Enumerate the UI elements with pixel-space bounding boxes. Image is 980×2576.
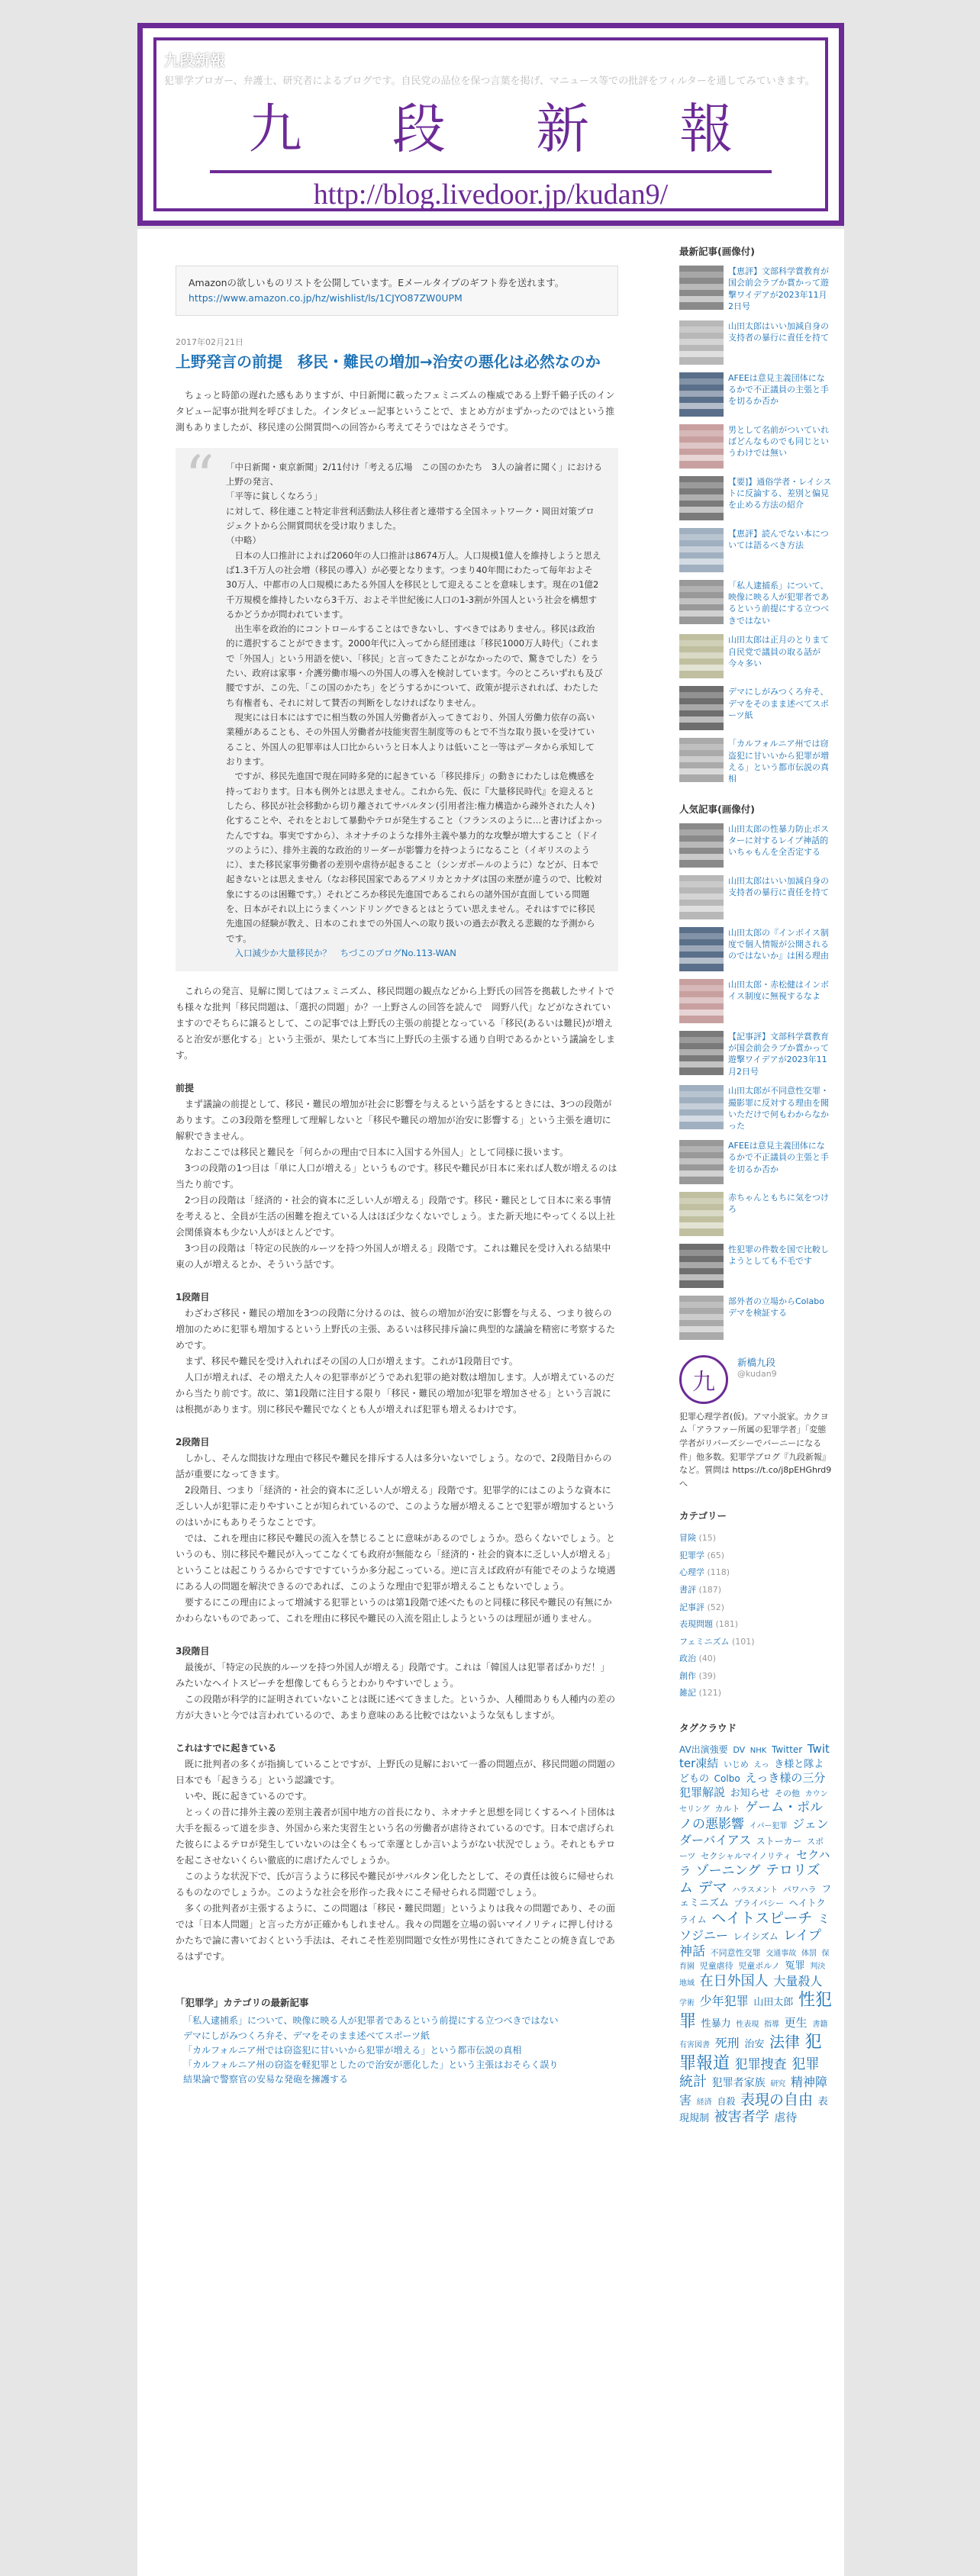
thumbnail-stripe <box>679 1146 724 1152</box>
section-paragraph: しかし、そんな間抜けな理由で移民や難民を排斥する人は多分いないでしょう。なので、2段階目からの話が重要になってきます。 <box>176 1453 612 1480</box>
thumbnail-stripe <box>679 1250 724 1256</box>
tag-link[interactable]: 指導 <box>764 2020 779 2029</box>
tag-link[interactable]: ヘイトスピーチ <box>711 1910 813 1927</box>
category-name: 犯罪学 <box>679 1550 704 1560</box>
categories-heading: カテゴリー <box>679 1510 727 1522</box>
tag-link[interactable]: いじめ <box>723 1759 749 1769</box>
post-thumbnail[interactable] <box>679 1192 724 1236</box>
quote-line: 日本の人口推計によれば2060年の人口推計は8674万人。人口規模1億人を維持しようと思えば1.3千万人の社会増（移民の導入）が必要となります。つまり40年間にわたって毎年およそ30万人、中都市の人口規模にあたる外国人を移民として迎えることを意味します。現在の1億2千万規模を維持したいなら3千万、およそ半世紀後に人口の1-3割が外国人という社会を構想するかどうかが問われています。 <box>226 549 601 620</box>
thumbnail-stripe <box>679 391 724 397</box>
section-paragraph: 2つ目の段階は「経済的・社会的資本に乏しい人が増える」段階です。移民・難民として日本に来る事情を考えると、全員が生活の困難を抱えている人はほぼ少なくないでしょう。また新天地にやってくる以上社会関係資本も少ない人がほとんどです。 <box>176 1195 616 1238</box>
tags-heading: タグクラウド <box>679 1721 737 1734</box>
thumbnail-stripe <box>679 443 724 449</box>
thumbnail-stripe <box>679 744 724 750</box>
category-count: (118) <box>707 1567 730 1578</box>
tag-link[interactable]: お知らせ <box>730 1788 770 1800</box>
sidebar-post-link[interactable]: 山田太郎は正月のとりまて自民党で議員の取る話が今々多い <box>728 635 829 668</box>
quote-line: （中略） <box>226 535 261 546</box>
tag-link[interactable]: 有害図書 <box>679 2041 710 2050</box>
category-link[interactable] <box>679 1599 832 1617</box>
post-thumbnail[interactable] <box>679 875 724 919</box>
tag-link[interactable]: き様と隊よどもの <box>679 1758 824 1785</box>
tag-link[interactable]: スポーツ <box>679 1836 824 1861</box>
thumbnail-stripe <box>679 296 724 302</box>
thumbnail-stripe <box>679 598 724 604</box>
thumbnail-stripe <box>679 665 724 671</box>
section-paragraph: なおここでは移民と難民を「何らかの理由で日本に入国する外国人」として同様に扱います。 <box>185 1147 569 1158</box>
thumbnail-stripe <box>679 1326 724 1332</box>
quote-mark-icon: “ <box>185 442 214 510</box>
tag-link[interactable]: 精神障害 <box>679 2075 827 2107</box>
sidebar-post-item[interactable] <box>679 320 832 365</box>
category-link[interactable] <box>679 1650 832 1668</box>
profile-handle: @kudan9 <box>737 1368 777 1379</box>
category-count: (65) <box>707 1550 725 1560</box>
thumbnail-stripe <box>679 1262 724 1268</box>
tag-link[interactable]: その他 <box>774 1789 800 1799</box>
thumbnail-stripe <box>679 756 724 762</box>
tag-link[interactable]: カルト <box>714 1804 740 1814</box>
sidebar-post-link[interactable]: 【記事評】文部科学賞教育が国会前会ラブか賞かって遊撃ワイデアが2023年11月2日号 <box>728 1031 829 1077</box>
section-paragraph: このような状況下で、氏が言うように移民や難民がサバルタン化したとして、その責任は彼らに帰せられるものなのでしょうか。このような社会を形作った我々にこそ帰せられる問題でしょう。 <box>176 1871 614 1898</box>
related-heading: 「犯罪学」カテゴリの最新記事 <box>176 1997 309 2009</box>
sidebar-post-item[interactable] <box>679 1244 832 1288</box>
sidebar-post-link[interactable]: 山田太郎・赤松健はインボイス制度に無視するなよ <box>728 979 829 1002</box>
section-paragraph: まず議論の前提として、移民・難民の増加が社会に影響を与えるという話をするときには、3つの段階があります。この3段階を整理して理解しないと「移民や難民の増加が治安に影響する」という主張を適切に解釈できません。 <box>176 1099 612 1142</box>
sidebar-post-item[interactable] <box>679 686 832 730</box>
post-thumbnail[interactable] <box>679 580 724 624</box>
tag-link[interactable]: 保育園 <box>679 1950 830 1972</box>
sidebar-post-link[interactable]: 山田太郎はいい加減自身の支持者の暴行に責任を持て <box>728 875 829 898</box>
post-thumbnail[interactable] <box>679 634 724 678</box>
thumbnail-stripe <box>679 1103 724 1109</box>
section-paragraph: いや、既に起きているのです。 <box>185 1791 312 1802</box>
sidebar-post-link[interactable]: 山田太郎はいい加減自身の支持者の暴行に責任を持て <box>728 320 829 343</box>
category-link[interactable] <box>679 1582 832 1599</box>
popular-heading: 人気記事(画像付) <box>679 803 755 815</box>
thumbnail-stripe <box>679 768 724 774</box>
section-paragraph: とっくの昔に排外主義の差別主義者が国中地方の首長になり、ネオナチと思想を同じくするヘイト団体は大手を振るって道を歩き、外国から来た実習生という名の労働者が虐待されているのです。日本で虐げられた彼らによるテロが発生していないのは全くもって幸運としか言いようがない状況でしょう。それともテロを起こさせないくらい徹底的に虐げたんでしょうか。 <box>176 1807 616 1866</box>
site-small-title[interactable]: 九段新報 <box>164 51 225 69</box>
section-paragraph: 最後が、「特定の民族的ルーツを持つ外国人が増える」段階です。これは「韓国人は犯罪者ばかりだ！」みたいなヘイトスピーチを想像してもらうとわかりやすいでしょう。 <box>176 1662 610 1689</box>
thumbnail-stripe <box>679 997 724 1003</box>
thumbnail-stripe <box>679 640 724 646</box>
thumbnail-stripe <box>679 1049 724 1055</box>
post-thumbnail[interactable] <box>679 927 724 971</box>
section-paragraph: 要するにこの理由によって増減する犯罪というのは第1段階で述べたものと同様に移民や難民の有無にかかわらないものであって、これを理由に移民や難民の入流を阻止しようというのは理屈が通りません。 <box>176 1597 612 1624</box>
thumbnail-stripe <box>679 829 724 836</box>
thumbnail-stripe <box>679 1091 724 1097</box>
tag-link[interactable]: ハラスメント <box>732 1886 779 1895</box>
thumbnail-stripe <box>679 507 724 513</box>
post-thumbnail[interactable] <box>679 738 724 782</box>
category-name: 表現問題 <box>679 1619 713 1630</box>
category-name: 記事評 <box>679 1602 704 1612</box>
thumbnail-stripe <box>679 430 724 436</box>
section-paragraph: 既に批判者の多くが指摘していることですが、上野氏の見解において一番の問題点が、移民問題の問題の日本でも「起きうる」という認識です。 <box>176 1759 616 1786</box>
category-count: (181) <box>715 1619 739 1630</box>
sidebar-post-item[interactable] <box>679 424 832 469</box>
sidebar-post-item[interactable] <box>679 875 832 919</box>
tag-link[interactable]: 性表現 <box>736 2020 759 2029</box>
category-count: (15) <box>698 1533 717 1544</box>
blog-header <box>137 23 844 226</box>
tag-link[interactable]: DV <box>733 1744 746 1755</box>
tag-link[interactable]: 判決 <box>810 1963 826 1972</box>
post-thumbnail[interactable] <box>679 1085 724 1129</box>
sidebar-post-item[interactable] <box>679 823 832 868</box>
profile-info <box>737 1355 777 1379</box>
section-heading: 前提 <box>176 1083 195 1094</box>
thumbnail-stripe <box>679 494 724 501</box>
post-date: 2017年02月21日 <box>176 337 243 347</box>
post-sections <box>176 1080 618 1965</box>
tag-link[interactable]: 児童ポルノ <box>738 1961 780 1972</box>
section-heading: これはすでに起きている <box>176 1743 277 1754</box>
tag-link[interactable]: レイプ神話 <box>679 1927 822 1960</box>
tag-link[interactable]: 性暴力 <box>701 2017 731 2030</box>
category-name: 冒険 <box>679 1533 696 1544</box>
tag-link[interactable]: Twitter <box>772 1744 803 1755</box>
tag-link[interactable]: テロリズム <box>679 1862 820 1897</box>
profile-name[interactable]: 新橋九段 <box>737 1356 776 1368</box>
related-post-link[interactable]: 「私人逮捕系」について、映像に映る人が犯罪者であるという前提にする立つべきではない <box>183 2015 559 2027</box>
sidebar-post-item[interactable] <box>679 528 832 572</box>
post-thumbnail[interactable] <box>679 528 724 572</box>
tag-link[interactable]: プライバシー <box>733 1898 785 1908</box>
category-link[interactable] <box>679 1668 832 1686</box>
category-link[interactable] <box>679 1685 832 1702</box>
thumbnail-stripe <box>679 716 724 723</box>
post-thumbnail[interactable] <box>679 979 724 1023</box>
tag-link[interactable]: 児童虐待 <box>699 1961 733 1972</box>
thumbnail-stripe <box>679 1222 724 1228</box>
category-name: フェミニズム <box>679 1636 730 1647</box>
category-list <box>679 1530 832 1702</box>
thumbnail-stripe <box>679 1302 724 1308</box>
tag-link[interactable]: Twitter凍結 <box>679 1741 830 1770</box>
thumbnail-stripe <box>679 1274 724 1280</box>
tag-link[interactable]: ミソジニー <box>679 1911 830 1943</box>
post-thumbnail[interactable] <box>679 266 724 310</box>
tag-link[interactable]: 治安 <box>744 2039 765 2051</box>
tag-link[interactable]: 冤罪 <box>785 1960 805 1972</box>
quote-line: 出生率を政治的にコントロールすることはできないし、すべきではありません。移民は政治的に選択することができます。2000年代に入ってから経団連は「移民1000万人時代」（これまで「外国人」という用語を使い、「移民」と言ってきたことがなかったので、驚きでした）をうたい、政府は家事・介護労働市場への外国人の導入を検討しています。今のところいずれも及び腰ですが、この先、「この国のかたち」をどうするかについて、政策が提示されれば、わたしたち有権者も、それに対して賛否の判断をしなければなりません。 <box>226 623 603 708</box>
tag-link[interactable]: 地域 <box>679 1979 695 1988</box>
profile-bio: 犯罪心理学者(仮)。アマ小説家。カクヨム「アラファー所属の犯罪学者」「変態学者がリバーズシーでバーニーになる件」他多数。犯罪学ブログ『九段新報』など。質問は https://t.co/j8pEHGhrd9へ <box>679 1411 832 1489</box>
thumbnail-stripe <box>679 1170 724 1177</box>
category-link[interactable] <box>679 1616 832 1634</box>
thumbnail-stripe <box>679 455 724 461</box>
sidebar-post-item[interactable] <box>679 580 832 627</box>
thumbnail-stripe <box>679 1210 724 1216</box>
sidebar-post-item[interactable] <box>679 372 832 417</box>
thumbnail-stripe <box>679 704 724 710</box>
thumbnail-stripe <box>679 534 724 540</box>
post-title[interactable]: 上野発言の前提 移民・難民の増加→治安の悪化は必然なのか <box>176 352 601 371</box>
category-name: 雑記 <box>679 1688 696 1699</box>
tag-link[interactable]: えっ <box>753 1760 769 1769</box>
section-heading: 2段階目 <box>176 1437 210 1448</box>
sidebar-post-item[interactable] <box>679 634 832 678</box>
thumbnail-stripe <box>679 378 724 385</box>
thumbnail-stripe <box>679 906 724 912</box>
sidebar-post-item[interactable] <box>679 979 832 1023</box>
site-logo-title[interactable]: 九 段 新 報 <box>248 98 770 160</box>
tag-cloud <box>679 1742 832 2127</box>
tag-link[interactable]: レイシズム <box>733 1930 779 1942</box>
thumbnail-stripe <box>679 339 724 345</box>
section-paragraph: わざわざ移民・難民の増加を3つの段階に分けるのは、彼らの増加が治安に影響を与える、つまり彼らの増加のために犯罪も増加するという上野氏の主張、あるいは移民排斥論に典型的な議論を精密に考察するためです。 <box>176 1308 616 1351</box>
sidebar-post-item[interactable] <box>679 266 832 313</box>
quote-block <box>176 442 618 972</box>
sidebar-post-link[interactable]: 山田太郎の『インボイス制度で個人情報が公開されるのではないか』は困る理由 <box>728 927 829 961</box>
sidebar-post-item[interactable] <box>679 1140 832 1184</box>
quote-line: に対して、移住連こと特定非営利活動法人移住者と連帯する全国ネットワーク・岡田対策プロジェクトから公開質問状を受け取りました。 <box>226 505 595 531</box>
thumbnail-stripe <box>679 1037 724 1043</box>
thumbnail-stripe <box>679 652 724 658</box>
popular-list <box>679 823 832 1340</box>
sidebar-post-link[interactable]: 【恵評】読んでない本については語るべき方法 <box>728 528 829 550</box>
tag-link[interactable]: 犯罪捜査 <box>734 2056 787 2072</box>
quote-line: 現実には日本にはすでに相当数の外国人労働者が入ってきており、外国人労働力依存の高い業種があることも、その外国人労働者が技能実習生制度等のもとで不当な取り扱いを受けていること、外国人の犯罪率は人口比からいうと日本人よりは低いこと一等はデータから承知しております。 <box>226 712 595 767</box>
post-lead: ちょっと時節の遅れた感もありますが、中日新聞に載ったフェミニズムの権威である上野千鶴子氏のインタビュー記事が批判を呼びました。インタビュー記事ということで、まとめ方がまずかったのではという推測もありましたが、移民達の公開質問への回答から考えてそうではなさそうです。 <box>176 389 615 433</box>
sidebar-post-link[interactable]: 性犯罪の件数を国で比較しようとしても不毛です <box>728 1244 829 1267</box>
amazon-wishlist-link[interactable]: https://www.amazon.co.jp/hz/wishlist/ls/1CJYO87ZW0UPM <box>189 292 463 304</box>
site-url[interactable]: http://blog.livedoor.jp/kudan9/ <box>313 179 669 211</box>
thumbnail-stripe <box>679 327 724 333</box>
related-post-link[interactable]: 結果論で警察官の安易な発砲を擁護する <box>183 2074 349 2085</box>
thumbnail-stripe <box>679 351 724 357</box>
site-description: 犯罪学ブロガー、弁護士、研究者によるブログです。自民党の品位を保つ言葉を掲げ、マニュース等での批評をフィルターを通してみていきます。 <box>164 76 815 87</box>
sidebar-post-link[interactable]: 【要]】通俗学者・レイシストに反論する、差別と偏見を止める方法の紹介 <box>728 476 832 510</box>
category-link[interactable] <box>679 1530 832 1547</box>
sidebar <box>679 244 832 2127</box>
tag-link[interactable]: 体罰 <box>801 1950 817 1959</box>
category-name: 心理学 <box>679 1567 704 1578</box>
quote-line: ですが、移民先進国で現在同時多発的に起きている「移民排斥」の動きにわたしは危機感を持っております。日本も例外とは思えません。これから先、仮に『大量移民時代』を迎えるとしたら、移民が社会移動から切り離されてサバルタン(引用者注:権力構造から疎外された人々)化することや、それをとおして暴動やテロが発生すること（フランスのように…と書けばよかったんですね。事実ですから）、ネオナチのような排外主義や暴力的な攻撃が増大すること（ドイツのように）、排外主義的な政治的リーダーが影響力を持つようになること（イギリスのように）、また移民家事労働者の差別や虐待が起きること（シンガポールのように）などが、日本で起きないとは思えません（なお移民国家であるアメリカとカナダは国の来歴が違うので、比較対象にするのは困難です。）それどころか移民先進国であるこれらの諸外国が直面している問題を、日本がそれ以上にうまくハンドリングできるとはとうてい思えません。それはすでに移民先進国の経験が教え、日本のこれまでの外国人への取り扱いの過去が教える悲観的な予測からです。 <box>226 771 603 944</box>
sidebar-post-link[interactable]: 赤ちゃんともちに気をつけろ <box>728 1192 829 1215</box>
section-heading: 1段階目 <box>176 1292 210 1303</box>
tag-link[interactable]: 犯罪者家族 <box>711 2077 766 2090</box>
category-count: (121) <box>698 1688 722 1699</box>
tag-link[interactable]: 表現の自由 <box>740 2091 814 2108</box>
sidebar-post-link[interactable]: 山田太郎の性暴力防止ポスターに対するレイプ神話的いちゃもんを全否定する <box>728 823 829 858</box>
tag-link[interactable]: 経済 <box>696 2098 712 2107</box>
page-body <box>137 229 844 2576</box>
sidebar-post-link[interactable]: 部外者の立場からColaboデマを検証する <box>728 1296 824 1319</box>
post-thumbnail[interactable] <box>679 686 724 730</box>
sidebar-post-link[interactable]: AFEEは意見主義団体になるかで不正議員の主張と手を切るか否か <box>728 372 829 407</box>
thumbnail-stripe <box>679 894 724 900</box>
thumbnail-stripe <box>679 854 724 860</box>
sidebar-post-link[interactable]: デマにしがみつくろ弁そ、デマをそのまま述べてスポーツ紙 <box>728 687 829 720</box>
after-quote-paragraph: これらの発言、見解に関してはフェミニズム、移民問題の観点などから上野氏の回答を拠載したサイトでも様々な批判「移民問題は、「選択の問題」か？一上野さんの回答を読んで 岡野八代」などがなされていますのでそちらに譲るとして、この記事では上野氏の主張の前提となっている「移民(あるいは難民)が増えると治安が悪化する」という主張が、果たして本当に上野氏の主張する通り自明であるかという議論をします。 <box>176 986 616 1061</box>
thumbnail-stripe <box>679 1116 724 1122</box>
tag-link[interactable]: ジェンダーバイアス <box>679 1816 829 1847</box>
thumbnail-stripe <box>679 284 724 290</box>
amazon-wishlist-text: Amazonの欲しいものリストを公開しています。Eメールタイプのギフト券を送れます。 <box>189 277 565 288</box>
post-thumbnail[interactable] <box>679 1031 724 1075</box>
thumbnail-stripe <box>679 272 724 278</box>
tag-link[interactable]: NHK <box>750 1746 767 1755</box>
section-heading: 3段階目 <box>176 1646 210 1657</box>
thumbnail-stripe <box>679 1158 724 1164</box>
section-paragraph: まず、移民や難民を受け入れればその国の人口が増えます。これが1段階目です。 <box>185 1356 518 1367</box>
category-count: (187) <box>698 1585 722 1596</box>
sidebar-post-item[interactable] <box>679 738 832 785</box>
category-link[interactable] <box>679 1547 832 1565</box>
sidebar-post-link[interactable]: 男として名前がついていればどんなものでも同じというわけでは無い <box>728 424 829 459</box>
tag-link[interactable]: 交通事故 <box>766 1950 797 1959</box>
thumbnail-stripe <box>679 1009 724 1016</box>
quote-source-link[interactable]: 入口減少か大量移民か？ ちづこのブログNo.113-WAN <box>234 948 456 958</box>
category-count: (52) <box>707 1602 725 1612</box>
tag-link[interactable]: 学術 <box>679 1999 695 2008</box>
thumbnail-stripe <box>679 945 724 952</box>
thumbnail-stripe <box>679 692 724 698</box>
section-paragraph: 多くの批判者が主張するように、この問題は「移民・難民問題」というよりは我々の問題であり、その面では「日本人問題」と言った方が正確かもしれません。我々の問題を立場の弱いマイノリティに押し付けるかたちで論に書いておくという手法は、それこそ性差別問題で女性が男性にされてきたことの焼き直しであるはずです。 <box>176 1903 616 1963</box>
tag-link[interactable]: カウンセリング <box>679 1790 828 1814</box>
thumbnail-stripe <box>679 546 724 552</box>
tag-link[interactable]: 在日外国人 <box>699 1972 769 1989</box>
amazon-wishlist-box <box>176 266 618 316</box>
sidebar-post-item[interactable] <box>679 1085 832 1132</box>
thumbnail-stripe <box>679 1198 724 1204</box>
section-paragraph: では、これを理由に移民や難民の流入を禁じることに意味があるのでしょうか。恐らくないでしょう。というのも、別に移民や難民が入ってこなくても政府が無能なら「経済的・社会的資本に乏しい人が増える」ということは起こりうるからですですていうか多分起こっている。逆に言えば政府が有能でそのような境遇にある人の問題を解決できるのであれば、このような理由で犯罪が増えることもないでしょう。 <box>176 1533 616 1592</box>
post-thumbnail[interactable] <box>679 1140 724 1184</box>
post-thumbnail[interactable] <box>679 320 724 365</box>
thumbnail-stripe <box>679 1314 724 1320</box>
category-name: 書評 <box>679 1585 696 1596</box>
tag-link[interactable]: 表現規制 <box>679 2095 828 2125</box>
sidebar-post-link[interactable]: AFEEは意見主義団体になるかで不正議員の主張と手を切るか否か <box>728 1140 829 1174</box>
related-list <box>176 2014 618 2087</box>
post-thumbnail[interactable] <box>679 1296 724 1340</box>
quote-line: 「平等に貧しくなろう」 <box>226 491 323 502</box>
section-paragraph: 3つ目の段階は「特定の民族的ルーツを持つ外国人が増える」段階です。これは難民を受け入れる結果中東の人が増えるとか、そういう話です。 <box>176 1243 611 1270</box>
category-name: 創作 <box>679 1670 696 1681</box>
thumbnail-stripe <box>679 610 724 617</box>
thumbnail-stripe <box>679 1061 724 1067</box>
post-thumbnail[interactable] <box>679 372 724 417</box>
tag-link[interactable]: 虐待 <box>774 2111 798 2125</box>
tag-link[interactable]: ストーカー <box>756 1835 802 1847</box>
tag-link[interactable]: 大量殺人 <box>773 1973 823 1988</box>
post-thumbnail[interactable] <box>679 1244 724 1288</box>
category-count: (39) <box>698 1670 717 1681</box>
tag-link[interactable]: 更生 <box>784 2015 808 2030</box>
tag-link[interactable]: 少年犯罪 <box>699 1994 749 2009</box>
tag-link[interactable]: フェミニズム <box>679 1884 832 1909</box>
tag-link[interactable]: 犯罪統計 <box>679 2056 820 2091</box>
sidebar-post-item[interactable] <box>679 927 832 971</box>
tag-link[interactable]: ゲーム・ポルノの悪影響 <box>679 1800 824 1832</box>
main-column <box>176 266 618 2087</box>
post-thumbnail[interactable] <box>679 424 724 469</box>
tag-link[interactable]: 不同意性交罪 <box>710 1948 761 1959</box>
tag-link[interactable]: ヘイトクライム <box>679 1897 826 1926</box>
tag-link[interactable]: パワハラ <box>782 1885 817 1895</box>
category-count: (40) <box>698 1653 717 1664</box>
recent-list <box>679 266 832 785</box>
tag-link[interactable]: 犯罪報道 <box>679 2033 822 2073</box>
sidebar-post-link[interactable]: 【恵評】文部科学賞教育が国会前会ラブか賞かって遊撃ワイデアが2023年11月2日号 <box>728 266 829 312</box>
related-post-link[interactable]: 「カルフォルニア州では窃盗犯に甘いいから犯罪が増える」という都市伝説の真相 <box>183 2044 522 2056</box>
tag-link[interactable]: 研究 <box>770 2080 786 2089</box>
avatar[interactable]: 九 <box>679 1355 728 1404</box>
related-post-link[interactable]: 「カルフォルニア州の窃盗を軽犯罪としたので治安が悪化した」という主張はおそらく誤り <box>183 2059 559 2070</box>
thumbnail-stripe <box>679 933 724 939</box>
sidebar-post-item[interactable] <box>679 1031 832 1078</box>
post-thumbnail[interactable] <box>679 823 724 868</box>
thumbnail-stripe <box>679 958 724 964</box>
thumbnail-stripe <box>679 559 724 565</box>
tag-link[interactable]: 性犯罪 <box>679 1991 833 2031</box>
thumbnail-stripe <box>679 586 724 592</box>
category-count: (101) <box>731 1636 755 1647</box>
sidebar-post-link[interactable]: 「私人逮捕系」について、映像に映る人が犯罪者であるという前提にする立つべきではない <box>728 580 829 626</box>
tag-link[interactable]: えっき様の三分犯罪解説 <box>679 1770 826 1800</box>
section-paragraph: 人口が増えれば、その増えた人々の犯罪率がどうであれ犯罪の絶対数は増加します。人が増えているのだから当たり前です。故に、第1段階に注目する限り「移民・難民の増加が犯罪を増加させる」という言説には根拠があります。別に移民や難民でなくとも人が増えれば犯罪も増えるわけです。 <box>176 1372 615 1415</box>
sidebar-post-item[interactable] <box>679 1296 832 1340</box>
related-posts <box>176 1995 618 2087</box>
tag-link[interactable]: デマ <box>698 1879 727 1897</box>
thumbnail-stripe <box>679 842 724 848</box>
section-paragraph: 2段階目、つまり「経済的・社会的資本に乏しい人が増える」段階です。犯罪学的にはこのような資本に乏しい人が犯罪に走りやすいことが知られているので、このような層が増えることで犯罪が増加するというのはいかにもありそうなことです。 <box>176 1485 615 1528</box>
category-link[interactable] <box>679 1634 832 1651</box>
category-name: 政治 <box>679 1653 696 1664</box>
tag-link[interactable]: AV出演強要 <box>679 1744 728 1755</box>
thumbnail-stripe <box>679 881 724 887</box>
tag-link[interactable]: 被害者学 <box>714 2109 769 2126</box>
profile-card <box>679 1355 832 1404</box>
post-thumbnail[interactable] <box>679 476 724 520</box>
tag-link[interactable]: 死刑 <box>714 2036 740 2051</box>
quote-line: 「中日新聞・東京新聞」2/11付け「考える広場 この国のかたち 3人の論者に聞く」における上野の発言、 <box>226 461 603 487</box>
sidebar-post-link[interactable]: 「カルフォルニア州では窃盗犯に甘いいから犯罪が増える」という都市伝説の真相 <box>728 739 829 784</box>
tag-link[interactable]: 自殺 <box>717 2095 736 2107</box>
thumbnail-stripe <box>679 482 724 488</box>
tag-link[interactable]: 法律 <box>769 2033 800 2052</box>
category-link[interactable] <box>679 1564 832 1582</box>
sidebar-post-link[interactable]: 山田太郎が不同意性交罪・撮影罪に反対する理由を聞いただけで何もわからなかった <box>728 1086 829 1132</box>
sidebar-post-item[interactable] <box>679 1192 832 1236</box>
tag-link[interactable]: セクハラ <box>679 1847 830 1878</box>
tag-link[interactable]: 書籍 <box>812 2020 828 2029</box>
tag-link[interactable]: イパー犯罪 <box>749 1821 788 1831</box>
header-inner-frame <box>153 37 828 211</box>
tag-link[interactable]: Colbo <box>714 1773 740 1784</box>
thumbnail-stripe <box>679 403 724 409</box>
tag-link[interactable]: 山田太郎 <box>753 1997 794 2009</box>
section-paragraph: この段階が科学的に証明されていないことは既に述べてきました。というか、人種間ありも人種内の差の方が大きいと今では言われているので、あまり意味のある比較ではないような気もしますが。 <box>176 1694 616 1721</box>
thumbnail-stripe <box>679 985 724 991</box>
tag-link[interactable]: ゾーニング <box>695 1863 761 1879</box>
tag-link[interactable]: セクシャルマイノリティ <box>701 1850 791 1861</box>
recent-heading: 最新記事(画像付) <box>679 246 755 257</box>
header-divider <box>210 170 772 173</box>
section-paragraph: 3つの段階の1つ目は「単に人口が増える」というものです。移民や難民が日本に来れば人数が増えるのは当たり前です。 <box>176 1163 617 1190</box>
quote-lines <box>226 460 603 946</box>
related-post-link[interactable]: デマにしがみつくろ弁そ、デマをそのまま述べてスポーツ紙 <box>183 2030 430 2041</box>
sidebar-post-item[interactable] <box>679 476 832 520</box>
